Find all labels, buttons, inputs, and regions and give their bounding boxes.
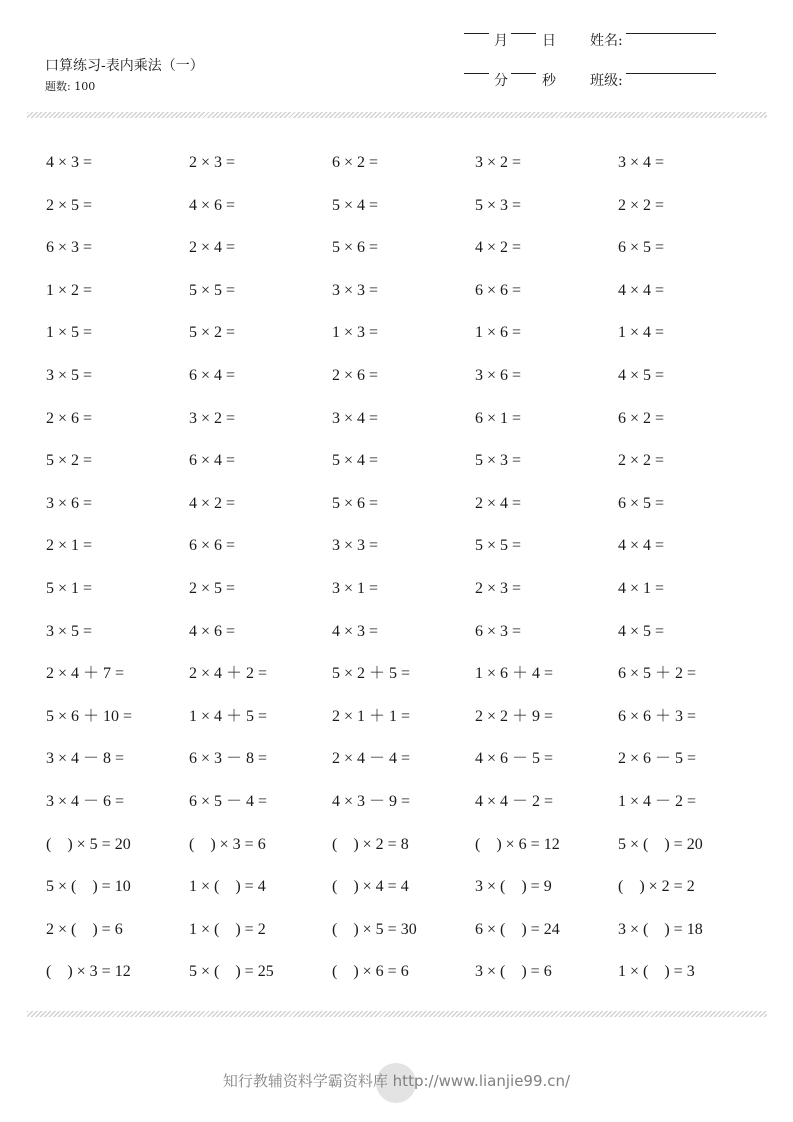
problem-item: 5 × 4 = bbox=[332, 452, 379, 470]
problem-item: ( ) × 3 = 6 bbox=[189, 835, 266, 853]
problem-item: 3 × ( ) = 6 bbox=[475, 963, 552, 981]
problem-item: 5 × 6 ＋ 10 = bbox=[46, 707, 133, 725]
problem-item: 6 × ( ) = 24 bbox=[475, 920, 560, 938]
problem-item: 2 × 2 ＋ 9 = bbox=[475, 707, 554, 725]
problem-item: 3 × 4 － 6 = bbox=[46, 793, 125, 810]
problem-item: 3 × 6 = bbox=[46, 494, 93, 512]
problem-item: 2 × 4 ＋ 2 = bbox=[189, 665, 268, 683]
problem-item: 3 × 5 = bbox=[46, 622, 93, 640]
problem-item: 6 × 4 = bbox=[189, 452, 236, 470]
problem-item: 4 × 5 = bbox=[618, 367, 665, 384]
problem-item: ( ) × 5 = 30 bbox=[332, 920, 417, 938]
worksheet-title: 口算练习-表内乘法（一） bbox=[45, 58, 204, 74]
problem-item: 5 × 6 = bbox=[332, 239, 379, 257]
problem-item: 2 × 2 = bbox=[618, 452, 665, 470]
problem-item: 2 × 4 = bbox=[475, 494, 522, 512]
problem-item: 3 × 6 = bbox=[475, 367, 522, 384]
problem-item: 1 × ( ) = 3 bbox=[618, 963, 695, 981]
problem-item: ( ) × 5 = 20 bbox=[46, 835, 131, 853]
problem-item: 6 × 6 = bbox=[189, 537, 236, 555]
footer-text: 知行教辅资料学霸资料库 http://www.lianjie99.cn/ bbox=[222, 1072, 571, 1090]
problem-item: 6 × 5 ＋ 2 = bbox=[618, 665, 697, 683]
problem-item: 5 × 5 = bbox=[475, 537, 522, 555]
day-label: 日 bbox=[542, 33, 556, 49]
problem-item: 6 × 4 = bbox=[189, 367, 236, 384]
problem-item: 2 × 2 = bbox=[618, 196, 665, 214]
problem-item: 2 × 4 = bbox=[189, 239, 236, 257]
problem-item: 6 × 6 ＋ 3 = bbox=[618, 707, 697, 725]
problem-item: 3 × 3 = bbox=[332, 281, 379, 299]
name-label: 姓名: bbox=[590, 33, 623, 49]
problem-item: 4 × 3 － 9 = bbox=[332, 793, 411, 810]
problem-item: 1 × 4 = bbox=[618, 324, 665, 342]
problem-item: 1 × ( ) = 2 bbox=[189, 920, 266, 938]
problem-item: 6 × 1 = bbox=[475, 409, 522, 427]
problem-item: 3 × 4 = bbox=[332, 409, 379, 427]
problem-item: ( ) × 6 = 12 bbox=[475, 835, 560, 853]
problem-item: 4 × 4 = bbox=[618, 537, 665, 555]
problem-item: 4 × 1 = bbox=[618, 580, 665, 597]
problem-item: 2 × 6 = bbox=[332, 367, 379, 384]
problem-item: 5 × 2 = bbox=[46, 452, 93, 470]
problem-item: 3 × 2 = bbox=[189, 409, 236, 427]
problem-item: 4 × 2 = bbox=[189, 494, 236, 512]
problem-item: 2 × 1 ＋ 1 = bbox=[332, 707, 411, 725]
minute-label: 分 bbox=[494, 73, 508, 89]
problem-item: 3 × 3 = bbox=[332, 537, 379, 555]
month-label: 月 bbox=[494, 33, 508, 49]
problem-item: 3 × 1 = bbox=[332, 580, 379, 597]
problem-item: ( ) × 2 = 8 bbox=[332, 835, 409, 853]
problem-item: 1 × 4 ＋ 5 = bbox=[189, 707, 268, 725]
question-count: 题数: 100 bbox=[45, 80, 96, 93]
problem-item: 5 × 4 = bbox=[332, 196, 379, 214]
problem-item: 3 × ( ) = 9 bbox=[475, 878, 552, 896]
problem-item: 4 × 3 = bbox=[46, 154, 93, 171]
problem-item: ( ) × 6 = 6 bbox=[332, 963, 409, 981]
problem-item: 5 × ( ) = 10 bbox=[46, 878, 131, 896]
problem-item: 5 × 2 ＋ 5 = bbox=[332, 665, 411, 683]
problem-item: 5 × 6 = bbox=[332, 494, 379, 512]
problem-item: ( ) × 3 = 12 bbox=[46, 963, 131, 981]
problem-item: 2 × 5 = bbox=[46, 196, 93, 214]
problem-item: 2 × 4 － 4 = bbox=[332, 750, 411, 768]
problem-item: 5 × 3 = bbox=[475, 452, 522, 470]
problem-item: 4 × 3 = bbox=[332, 622, 379, 640]
problem-item: 2 × 4 ＋ 7 = bbox=[46, 665, 125, 683]
problem-item: 2 × 6 － 5 = bbox=[618, 750, 697, 768]
problem-item: 4 × 6 = bbox=[189, 622, 236, 640]
problem-item: 1 × 5 = bbox=[46, 324, 93, 342]
problem-item: 1 × ( ) = 4 bbox=[189, 878, 266, 896]
second-label: 秒 bbox=[542, 73, 556, 89]
problem-item: 5 × ( ) = 25 bbox=[189, 963, 274, 981]
problem-item: 6 × 5 = bbox=[618, 239, 665, 257]
problem-item: 6 × 5 － 4 = bbox=[189, 793, 268, 810]
problem-item: 3 × 4 － 8 = bbox=[46, 750, 125, 768]
problem-item: 2 × 3 = bbox=[189, 154, 236, 171]
problem-item: 6 × 3 = bbox=[475, 622, 522, 640]
problem-item: 6 × 6 = bbox=[475, 281, 522, 299]
problem-item: 1 × 3 = bbox=[332, 324, 379, 342]
problem-item: 6 × 2 = bbox=[618, 409, 665, 427]
problem-item: 4 × 5 = bbox=[618, 622, 665, 640]
problem-item: 1 × 2 = bbox=[46, 281, 93, 299]
class-label: 班级: bbox=[590, 73, 623, 89]
problem-item: 1 × 4 － 2 = bbox=[618, 793, 697, 810]
problem-item: 2 × 3 = bbox=[475, 580, 522, 597]
problem-item: 3 × ( ) = 18 bbox=[618, 920, 703, 938]
problem-item: 2 × 6 = bbox=[46, 409, 93, 427]
problem-item: 1 × 6 = bbox=[475, 324, 522, 342]
problem-item: 1 × 6 ＋ 4 = bbox=[475, 665, 554, 683]
problem-item: 3 × 5 = bbox=[46, 367, 93, 384]
problem-item: 4 × 6 = bbox=[189, 196, 236, 214]
problem-item: 3 × 4 = bbox=[618, 154, 665, 171]
problem-item: 5 × 2 = bbox=[189, 324, 236, 342]
problem-item: 2 × 1 = bbox=[46, 537, 93, 555]
problem-item: 5 × 5 = bbox=[189, 281, 236, 299]
bottom-divider bbox=[27, 1011, 767, 1017]
problem-item: ( ) × 2 = 2 bbox=[618, 878, 695, 896]
problem-item: 6 × 3 = bbox=[46, 239, 93, 257]
problem-item: 3 × 2 = bbox=[475, 154, 522, 171]
problem-item: 6 × 5 = bbox=[618, 494, 665, 512]
problem-item: 4 × 6 － 5 = bbox=[475, 750, 554, 768]
problem-item: 4 × 2 = bbox=[475, 239, 522, 257]
problem-item: ( ) × 4 = 4 bbox=[332, 878, 409, 896]
problem-item: 4 × 4 = bbox=[618, 281, 665, 299]
problem-item: 5 × 3 = bbox=[475, 196, 522, 214]
problem-item: 4 × 4 － 2 = bbox=[475, 793, 554, 810]
problem-item: 5 × 1 = bbox=[46, 580, 93, 597]
problem-item: 5 × ( ) = 20 bbox=[618, 835, 703, 853]
problem-item: 2 × 5 = bbox=[189, 580, 236, 597]
problem-item: 6 × 2 = bbox=[332, 154, 379, 171]
problem-item: 6 × 3 － 8 = bbox=[189, 750, 268, 768]
problem-item: 2 × ( ) = 6 bbox=[46, 920, 123, 938]
